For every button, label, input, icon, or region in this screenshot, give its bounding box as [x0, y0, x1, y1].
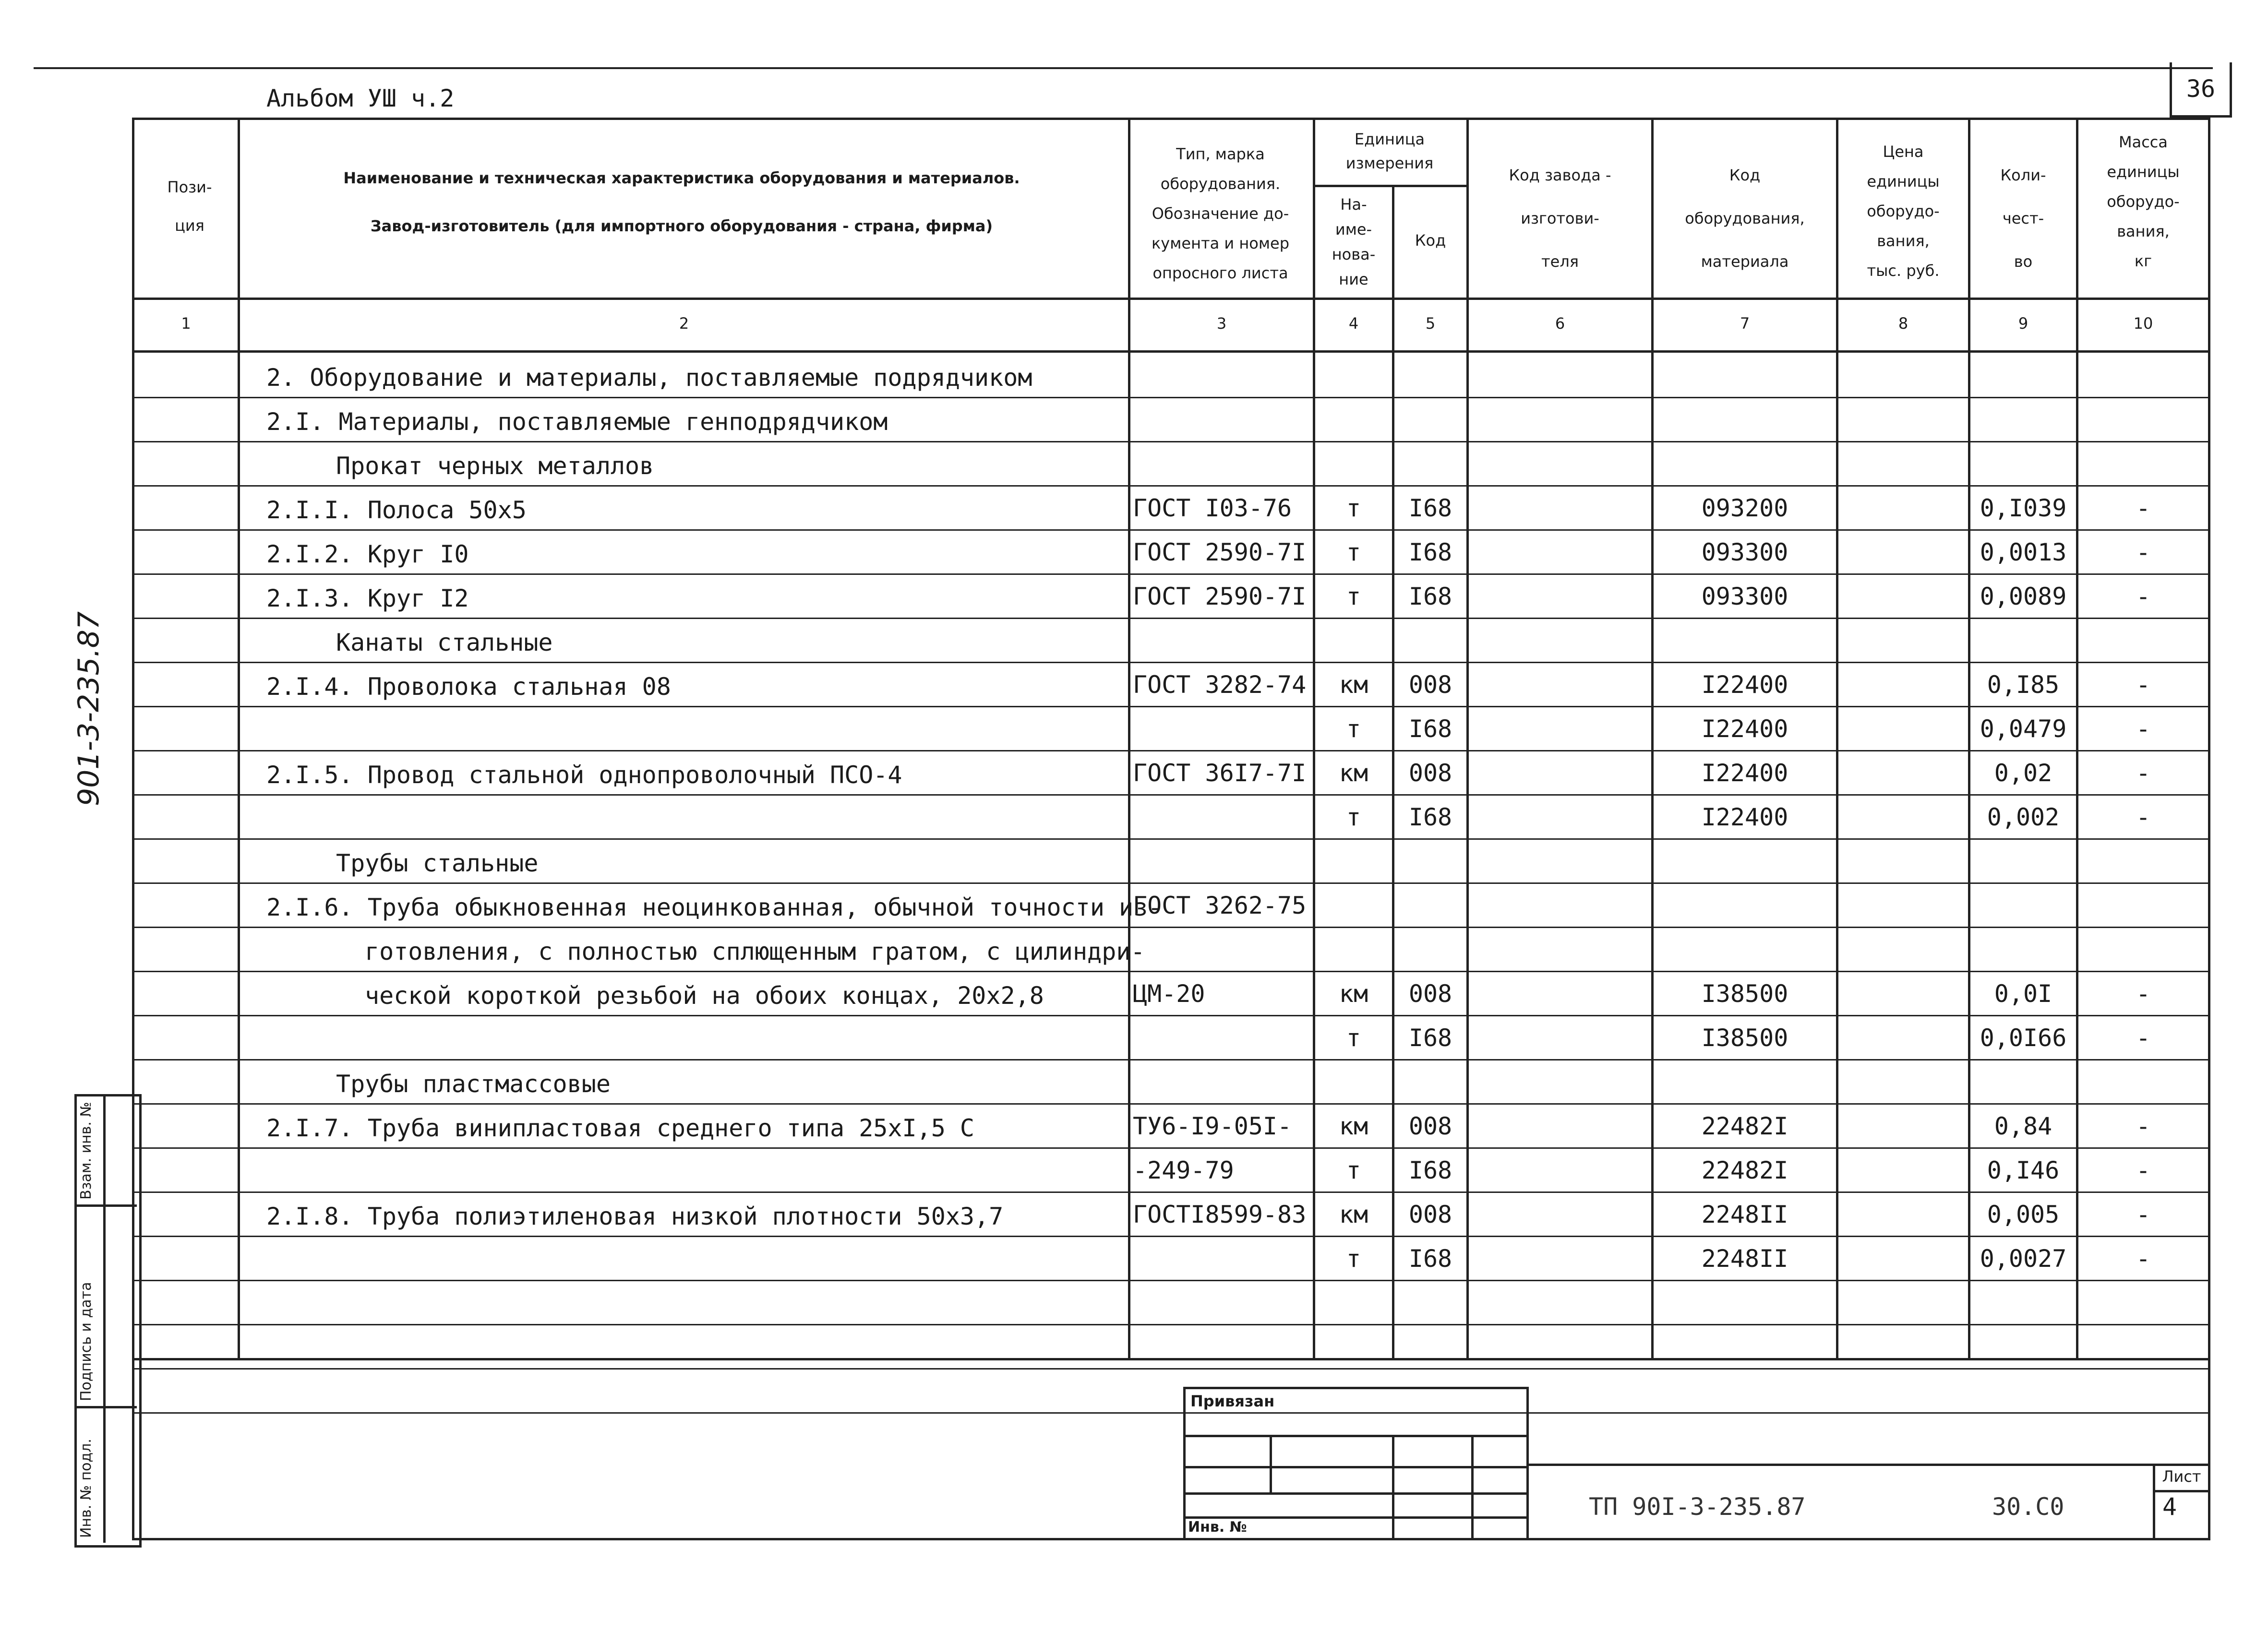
cell-mass: - [2136, 1156, 2151, 1184]
inv-label: Инв. № [1188, 1519, 1247, 1536]
item-name: ческой короткой резьбой на обоих концах, 20х2,8 [365, 982, 1044, 1010]
col-number: 5 [1425, 314, 1436, 333]
cell-doc: ТУ6-I9-05I- [1133, 1112, 1292, 1140]
cell-code: I68 [1408, 715, 1452, 743]
cell-mass: - [2136, 980, 2151, 1008]
cell-unit: км [1339, 1112, 1368, 1140]
cell-mat: I22400 [1701, 803, 1788, 831]
item-name: 2.I.I. Полоса 50х5 [266, 496, 527, 524]
cell-unit: т [1346, 583, 1361, 610]
cell-mat: 093300 [1701, 538, 1788, 566]
col-number: 6 [1555, 314, 1565, 333]
cell-qty: 0,0I66 [1980, 1024, 2067, 1052]
item-name: 2.I.7. Труба винипластовая среднего типа 25хI,5 С [266, 1114, 975, 1142]
col-number: 8 [1898, 314, 1908, 333]
cell-unit: км [1339, 1201, 1368, 1228]
cell-unit: км [1339, 671, 1368, 699]
item-name: Трубы стальные [336, 849, 539, 877]
cell-mass: - [2136, 494, 2151, 522]
sheet-code: 30.С0 [1992, 1493, 2064, 1521]
cell-code: 008 [1408, 1201, 1452, 1228]
cell-unit: км [1339, 759, 1368, 787]
cell-mass: - [2136, 1201, 2151, 1228]
cell-unit: т [1346, 1024, 1361, 1052]
col-number: 3 [1216, 314, 1227, 333]
cell-mass: - [2136, 803, 2151, 831]
cell-mass: - [2136, 583, 2151, 610]
cell-qty: 0,0013 [1980, 538, 2067, 566]
cell-qty: 0,I85 [1987, 671, 2060, 699]
col-number: 9 [2018, 314, 2028, 333]
cell-mass: - [2136, 538, 2151, 566]
item-name: 2.I.2. Круг I0 [266, 540, 469, 568]
col-header-manufacturer: Завод-изготовитель (для импортного оборудования - страна, фирма) [370, 217, 993, 235]
cell-doc: ГОСТ 3262-75 [1133, 892, 1307, 919]
cell-unit: т [1346, 715, 1361, 743]
col-number: 2 [679, 314, 689, 333]
col-header-unit-code: Код [1415, 231, 1446, 250]
cell-mat: I38500 [1701, 1024, 1788, 1052]
col-number: 4 [1348, 314, 1359, 333]
col-header-unit-name: На- име- нова- ние [1332, 195, 1376, 288]
cell-doc: ГОСТ 36I7-7I [1133, 759, 1307, 787]
cell-code: 008 [1408, 671, 1452, 699]
cell-code: I68 [1408, 538, 1452, 566]
sheet-number: 4 [2162, 1493, 2177, 1521]
item-name: 2.I.6. Труба обыкновенная неоцинкованная, обычной точности из- [266, 893, 1163, 921]
cell-doc: ГОСТI8599-83 [1133, 1201, 1307, 1228]
cell-unit: т [1346, 494, 1361, 522]
cell-doc: -249-79 [1133, 1156, 1234, 1184]
side-stamp-sign-label: Подпись и дата [78, 1282, 95, 1401]
item-name: 2.I.8. Труба полиэтиленовая низкой плотности 50х3,7 [266, 1203, 1004, 1230]
item-name: Прокат черных металлов [336, 452, 654, 480]
cell-doc: ЦМ-20 [1133, 980, 1205, 1008]
cell-qty: 0,84 [1994, 1112, 2052, 1140]
col-header-mass: Масса единицы оборудо- вания, кг [2107, 133, 2180, 270]
cell-mat: 22482I [1701, 1112, 1788, 1140]
cell-code: I68 [1408, 803, 1452, 831]
cell-mass: - [2136, 671, 2151, 699]
bound-label: Привязан [1190, 1392, 1275, 1410]
cell-code: 008 [1408, 1112, 1452, 1140]
cell-qty: 0,I46 [1987, 1156, 2060, 1184]
cell-code: I68 [1408, 1156, 1452, 1184]
col-header-position: Пози- ция [167, 178, 212, 235]
item-name: готовления, с полностью сплющенным гратом, с цилиндри- [365, 938, 1145, 965]
cell-mat: 093200 [1701, 494, 1788, 522]
col-header-price: Цена единицы оборудо- вания, тыс. руб. [1867, 143, 1940, 280]
cell-code: 008 [1408, 980, 1452, 1008]
cell-code: I68 [1408, 1245, 1452, 1273]
cell-qty: 0,0027 [1980, 1245, 2067, 1273]
cell-code: I68 [1408, 494, 1452, 522]
sheet-label: Лист [2162, 1467, 2201, 1486]
item-name: Канаты стальные [336, 629, 553, 656]
col-header-material-code: Код оборудования, материала [1685, 166, 1805, 271]
cell-doc: ГОСТ 2590-7I [1133, 583, 1307, 610]
cell-qty: 0,I039 [1980, 494, 2067, 522]
cell-unit: т [1346, 1245, 1361, 1273]
side-document-code: 901-3-235.87 [72, 611, 106, 806]
cell-mat: 22482I [1701, 1156, 1788, 1184]
cell-doc: ГОСТ 2590-7I [1133, 538, 1307, 566]
col-number: 1 [181, 314, 191, 333]
cell-qty: 0,0479 [1980, 715, 2067, 743]
col-header-quantity: Коли- чест- во [2000, 166, 2046, 271]
cell-mass: - [2136, 715, 2151, 743]
col-number: 7 [1740, 314, 1750, 333]
album-title: Альбом УШ ч.2 [266, 84, 455, 112]
cell-code: I68 [1408, 1024, 1452, 1052]
cell-qty: 0,0I [1994, 980, 2052, 1008]
document-code: ТП 90I-3-235.87 [1589, 1493, 1806, 1521]
side-stamp-inv-label: Взам. инв. № [78, 1102, 95, 1200]
cell-mat: I22400 [1701, 671, 1788, 699]
item-name: 2.I.4. Проволока стальная 08 [266, 673, 671, 701]
cell-unit: км [1339, 980, 1368, 1008]
cell-unit: т [1346, 1156, 1361, 1184]
cell-code: 008 [1408, 759, 1452, 787]
item-name: 2.I.3. Круг I2 [266, 584, 469, 612]
cell-qty: 0,0089 [1980, 583, 2067, 610]
cell-doc: ГОСТ I03-76 [1133, 494, 1292, 522]
col-number: 10 [2133, 314, 2153, 333]
item-name: 2. Оборудование и материалы, поставляемые подрядчиком [266, 364, 1032, 392]
cell-code: I68 [1408, 583, 1452, 610]
cell-mat: I38500 [1701, 980, 1788, 1008]
page-number: 36 [2186, 75, 2216, 103]
col-header-unit: Единица измерения [1345, 130, 1434, 172]
col-header-type: Тип, марка оборудования. Обозначение до- кумента и номер опросного листа [1151, 145, 1290, 282]
cell-mass: - [2136, 1245, 2151, 1273]
col-header-plant-code: Код завода - изготови- теля [1509, 166, 1611, 271]
cell-mass: - [2136, 1024, 2151, 1052]
cell-mass: - [2136, 1112, 2151, 1140]
col-header-name: Наименование и техническая характеристика оборудования и материалов. [343, 169, 1020, 187]
item-name: 2.I.5. Провод стальной однопроволочный ПСО-4 [266, 761, 902, 789]
cell-mat: I22400 [1701, 715, 1788, 743]
cell-mat: I22400 [1701, 759, 1788, 787]
cell-qty: 0,002 [1987, 803, 2060, 831]
cell-doc: ГОСТ 3282-74 [1133, 671, 1307, 699]
cell-mat: 2248II [1701, 1201, 1788, 1228]
cell-mat: 2248II [1701, 1245, 1788, 1273]
cell-unit: т [1346, 803, 1361, 831]
cell-mass: - [2136, 759, 2151, 787]
side-stamp-orig-label: Инв. № подл. [78, 1439, 95, 1538]
cell-mat: 093300 [1701, 583, 1788, 610]
cell-qty: 0,005 [1987, 1201, 2060, 1228]
item-name: Трубы пластмассовые [336, 1070, 611, 1098]
cell-unit: т [1346, 538, 1361, 566]
cell-qty: 0,02 [1994, 759, 2052, 787]
item-name: 2.I. Материалы, поставляемые генподрядчиком [266, 408, 888, 436]
